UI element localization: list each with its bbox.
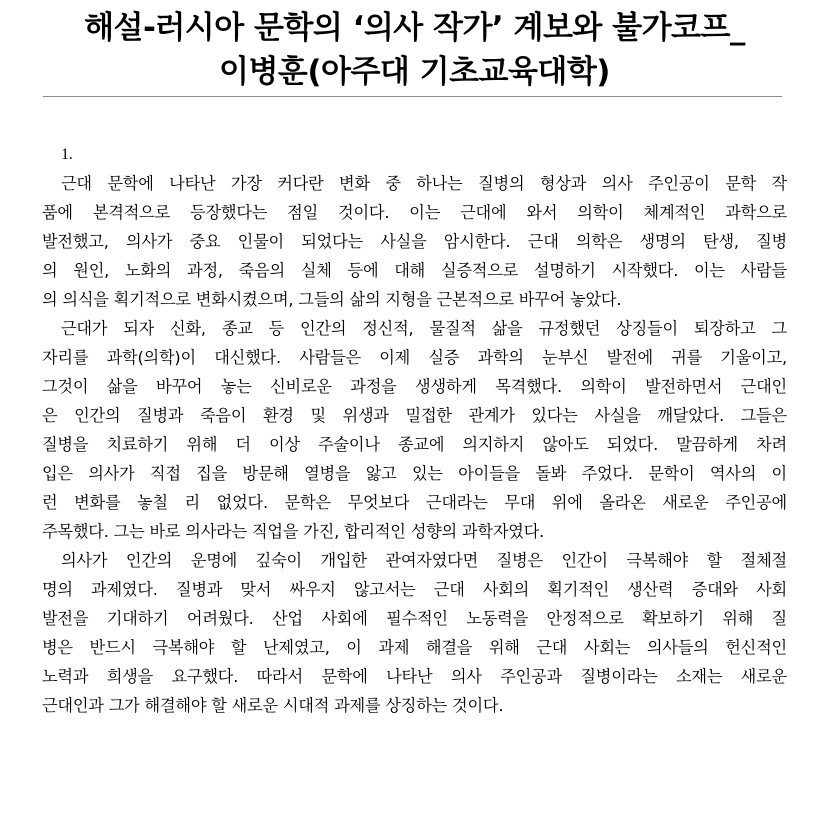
paragraph-line: 런 변화를 놓칠 리 없었다. 문학은 무엇보다 근대라는 무대 위에 올라온 새로운 주인공에 — [42, 493, 787, 512]
paragraph-line: 발전을 기대하기 어려웠다. 산업 사회에 필수적인 노동력을 안정적으로 확보하기 위해 질 — [42, 609, 787, 628]
title-line-2: 이병훈(아주대 기초교육대학) — [219, 54, 610, 90]
paragraph-line: 의 원인, 노화의 과정, 죽음의 실체 등에 대해 실증적으로 설명하기 시작했다. 이는 사람들 — [42, 261, 787, 280]
paragraph-line: 근대 문학에 나타난 가장 커다란 변화 중 하나는 질병의 형상과 의사 주인공이 문학 작 — [61, 174, 787, 193]
paragraph-line: 주목했다. 그는 바로 의사라는 직업을 가진, 합리적인 성향의 과학자였다. — [42, 522, 545, 541]
paragraph-line: 품에 본격적으로 등장했다는 점일 것이다. 이는 근대에 와서 의학이 체계적인 과학으로 — [42, 203, 787, 222]
paragraph-line: 질병을 치료하기 위해 더 이상 주술이나 종교에 의지하지 않아도 되었다. 말끔하게 차려 — [42, 435, 787, 454]
paragraph-line: 근대가 되자 신화, 종교 등 인간의 정신적, 물질적 삶을 규정했던 상징들이 퇴장하고 그 — [61, 319, 787, 338]
section-number: 1. — [61, 146, 73, 163]
paragraph-line: 병은 반드시 극복해야 할 난제였고, 이 과제 해결을 위해 근대 사회는 의사들의 헌신적인 — [42, 638, 787, 657]
paragraph-line: 그것이 삶을 바꾸어 놓는 신비로운 과정을 생생하게 목격했다. 의학이 발전하면서 근대인 — [42, 377, 787, 396]
document-body — [42, 140, 787, 720]
paragraph-line: 발전했고, 의사가 중요 인물이 되었다는 사실을 암시한다. 근대 의학은 생명의 탄생, 질병 — [42, 232, 787, 251]
title-divider — [43, 96, 782, 97]
title-line-1: 해설-러시아 문학의 ‘의사 작가’ 계보와 불가코프_ — [84, 10, 745, 46]
paragraph-1 — [42, 169, 787, 314]
paragraph-2 — [42, 314, 787, 546]
paragraph-line: 의사가 인간의 운명에 깊숙이 개입한 관여자였다면 질병은 인간이 극복해야 할 절체절 — [61, 551, 787, 570]
paragraph-line: 근대인과 그가 해결해야 할 새로운 시대적 과제를 상징하는 것이다. — [42, 696, 504, 715]
paragraph-3 — [42, 546, 787, 720]
paragraph-line: 노력과 희생을 요구했다. 따라서 문학에 나타난 의사 주인공과 질병이라는 소재는 새로운 — [42, 667, 787, 686]
paragraph-line: 자리를 과학(의학)이 대신했다. 사람들은 이제 실증 과학의 눈부신 발전에 귀를 기울이고, — [42, 348, 787, 367]
paragraph-line: 명의 과제였다. 질병과 맞서 싸우지 않고서는 근대 사회의 획기적인 생산력 증대와 사회 — [42, 580, 787, 599]
paragraph-line: 입은 의사가 직접 집을 방문해 열병을 앓고 있는 아이들을 돌봐 주었다. 문학이 역사의 이 — [42, 464, 787, 483]
paragraph-line: 의 의식을 획기적으로 변화시켰으며, 그들의 삶의 지형을 근본적으로 바꾸어 놓았다. — [42, 290, 622, 309]
document-title — [40, 6, 789, 94]
paragraph-line: 은 인간의 질병과 죽음이 환경 및 위생과 밀접한 관계가 있다는 사실을 깨달았다. 그들은 — [42, 406, 787, 425]
